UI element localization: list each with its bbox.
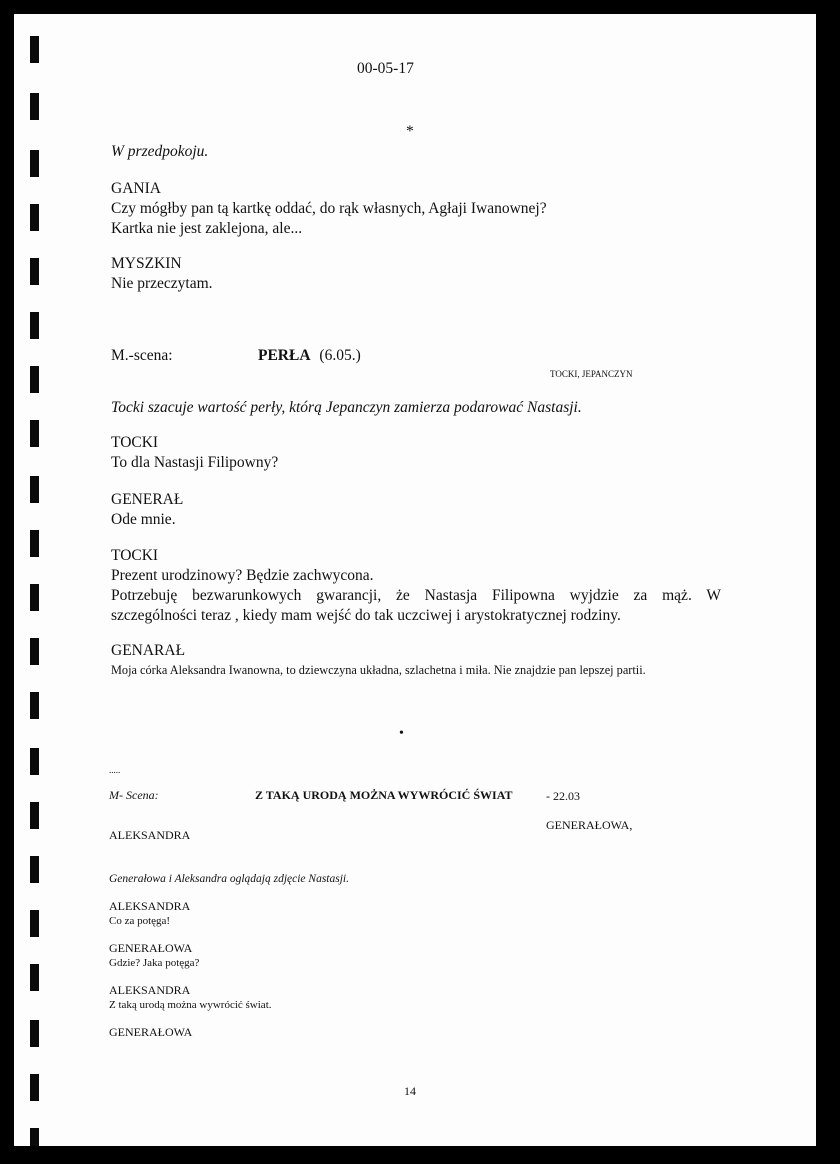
speaker-name: GENERAŁOWA: [109, 1025, 193, 1039]
speaker-name: GENERAŁ: [111, 491, 184, 508]
punch-mark: [30, 802, 39, 829]
punch-mark: [30, 964, 39, 991]
dialogue-line: Ode mnie.: [111, 511, 176, 528]
dialogue-line: Czy mógłby pan tą kartkę oddać, do rąk własnych, Agłaji Iwanownej?: [111, 200, 547, 217]
dialogue-block: [111, 179, 547, 239]
punch-mark: [30, 638, 39, 665]
punch-mark: [30, 312, 39, 339]
separator-dot: •: [399, 726, 404, 741]
scene-cast: ALEKSANDRA: [109, 828, 191, 842]
punch-mark: [30, 910, 39, 937]
speaker-name: TOCKI: [111, 434, 159, 451]
speaker-name: GENARAŁ: [111, 642, 186, 659]
dialogue-line: Moja córka Aleksandra Iwanowna, to dziewczyna układna, szlachetna i miła. Nie znajdzie pan lepszej partii.: [111, 663, 646, 677]
scene-label: M- Scena:: [109, 788, 159, 802]
dialogue-line: Potrzebuję bezwarunkowych gwarancji, że Nastasja Filipowna wyjdzie za mąż. W: [111, 587, 721, 604]
punch-mark: [30, 1074, 39, 1101]
scene-time: - 22.03: [546, 789, 580, 803]
punch-mark: [30, 1020, 39, 1047]
punch-mark: [30, 366, 39, 393]
punch-mark: [30, 692, 39, 719]
dialogue-block: [111, 254, 213, 294]
punch-mark: [30, 36, 39, 63]
speaker-name: GENERAŁOWA: [109, 941, 193, 955]
scene-cast: TOCKI, JEPANCZYN: [550, 369, 633, 379]
dialogue-line: Co za potęga!: [109, 915, 171, 927]
header-date: 00-05-17: [357, 60, 414, 77]
speaker-name: GANIA: [111, 180, 161, 197]
speaker-name: ALEKSANDRA: [109, 983, 191, 997]
dialogue-line: Nie przeczytam.: [111, 275, 213, 292]
stage-direction: W przedpokoju.: [111, 143, 209, 160]
scene-title: Z TAKĄ URODĄ MOŻNA WYWRÓCIĆ ŚWIAT: [255, 788, 513, 802]
punch-mark: [30, 150, 39, 177]
punch-mark: [30, 420, 39, 447]
punch-mark: [30, 584, 39, 611]
dialogue-line: szczególności teraz , kiedy mam wejść do tak uczciwej i arystokratycznej rodziny.: [111, 607, 621, 624]
punch-mark: [30, 476, 39, 503]
dialogue-block: [111, 546, 721, 626]
ellipsis-mark: .....: [109, 765, 121, 775]
speaker-name: ALEKSANDRA: [109, 899, 191, 913]
scene-label: M.-scena:: [111, 347, 173, 364]
scene-cast: GENERAŁOWA,: [546, 818, 633, 832]
dialogue-line: To dla Nastasji Filipowny?: [111, 454, 279, 471]
separator-asterisk: *: [406, 123, 414, 140]
stage-direction: Generałowa i Aleksandra oglądają zdjęcie Nastasji.: [109, 873, 349, 885]
scene-time: (6.05.): [319, 347, 361, 364]
dialogue-block: [111, 433, 278, 473]
scene-heading: [258, 346, 361, 366]
scene-title: PERŁA: [258, 347, 311, 364]
punch-mark: [30, 856, 39, 883]
script-page: [14, 14, 816, 1146]
dialogue-line: Prezent urodzinowy? Będzie zachwycona.: [111, 567, 374, 584]
punch-mark: [30, 204, 39, 231]
dialogue-line: Z taką urodą można wywrócić świat.: [109, 999, 272, 1011]
stage-direction: Tocki szacuje wartość perły, którą Jepanczyn zamierza podarować Nastasji.: [111, 399, 582, 416]
speaker-name: TOCKI: [111, 547, 159, 564]
dialogue-block: [111, 641, 646, 679]
dialogue-line: Kartka nie jest zaklejona, ale...: [111, 220, 303, 237]
punch-mark: [30, 748, 39, 775]
punch-mark: [30, 530, 39, 557]
page-number: 14: [404, 1084, 416, 1098]
speaker-name: MYSZKIN: [111, 255, 182, 272]
punch-mark: [30, 93, 39, 120]
dialogue-line: Gdzie? Jaka potęga?: [109, 957, 200, 969]
dialogue-block: [111, 490, 183, 530]
punch-mark: [30, 1128, 39, 1146]
punch-mark: [30, 258, 39, 285]
